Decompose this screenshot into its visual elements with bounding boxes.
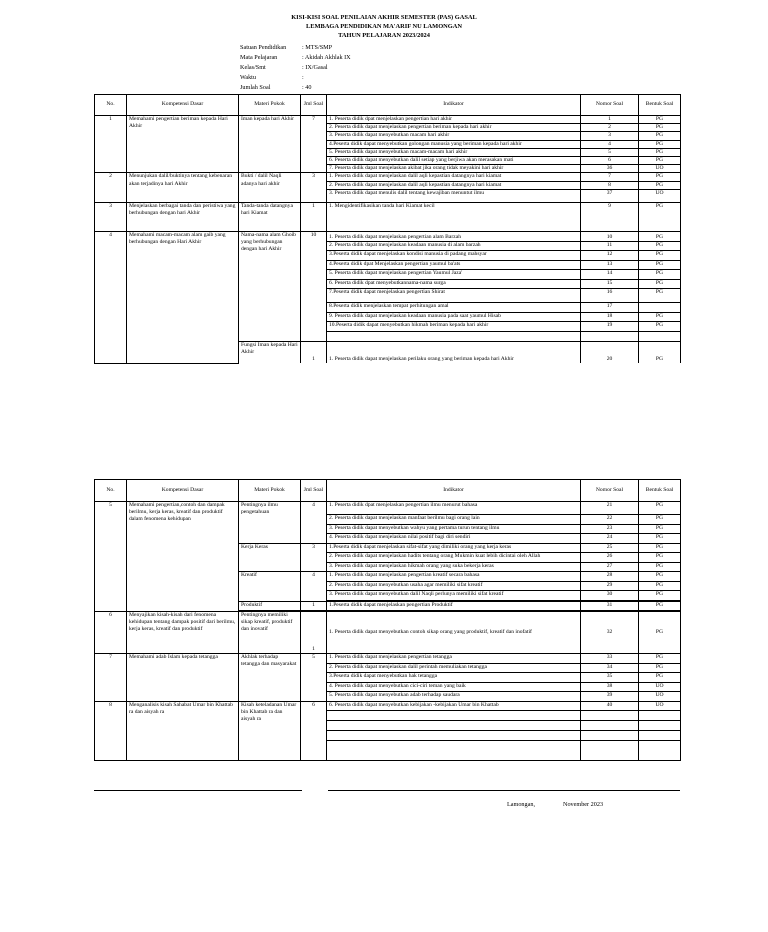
kd-cell: Menunjukan dalil/buktinya tentang kebenaran akan terjadinya hari Akhir	[127, 173, 239, 202]
bentuk-cell: PG	[639, 572, 681, 582]
bentuk-cell: PG	[639, 270, 681, 280]
nomor-cell: 27	[581, 562, 639, 572]
jml-cell: 3	[301, 173, 327, 202]
kisi-table-1	[94, 94, 681, 364]
meta-row: Satuan Pendidikan : MTS/SMP	[240, 44, 333, 51]
indikator-cell: 6. Peserta didik dapat menyebutkan dalil setiap yang berjiwa akan merasakan mati	[327, 157, 581, 165]
indikator-cell: 2. Peserta didik dapat menjelaskan keadaan manusia di alam barzah	[327, 241, 581, 251]
nomor-cell: 25	[581, 543, 639, 553]
bentuk-cell: PG	[639, 663, 681, 673]
no-cell: 3	[95, 202, 127, 231]
indikator-cell: 4. Peserta didik dapat menjelaskan nilai positif bagi diri sendiri	[327, 534, 581, 544]
indikator-cell: 7. Peserta didik dapat menjelaskan akibat jika orang tidak meyakini hari akhir	[327, 165, 581, 173]
nomor-cell: 37	[581, 189, 639, 202]
bentuk-cell: PG	[639, 673, 681, 683]
bentuk-cell: PG	[639, 140, 681, 148]
indikator-cell: 2. Peserta didik dapat menjelaskan dalil aqli kepastian datangnya hari kiamat	[327, 181, 581, 189]
nomor-cell: 14	[581, 270, 639, 280]
indikator-cell: 7.Peserta didik dapat menjelaskan pengertian Shirat	[327, 289, 581, 303]
indikator-cell: 2. Peserta didik dapat menyebutkan usaha agar memiliki sifat kreatif	[327, 581, 581, 591]
indikator-cell: 3. Peserta didik dapat menulis dalil tentang kewajiban menuntut ilmu	[327, 189, 581, 202]
bentuk-cell: PG	[639, 312, 681, 322]
bentuk-cell: PG	[639, 543, 681, 553]
table-row	[95, 701, 681, 711]
no-cell: 7	[95, 654, 127, 702]
table-row	[95, 612, 681, 654]
col-nomor: Nomor Soal	[581, 480, 639, 502]
bentuk-cell: UO	[639, 701, 681, 711]
no-cell: 2	[95, 173, 127, 202]
col-no: No.	[95, 480, 127, 502]
indikator-cell: 3.Peserta didik dapat menyebutkan hak tetangga	[327, 673, 581, 683]
nomor-cell: 20	[581, 341, 639, 363]
nomor-cell: 17	[581, 303, 639, 313]
indikator-cell: 9. Peserta didik dapat menjelaskan keadaan manusia pada saat yaumul Hisab	[327, 312, 581, 322]
jml-cell: 1	[301, 341, 327, 363]
bentuk-cell: PG	[639, 241, 681, 251]
bentuk-cell: PG	[639, 654, 681, 664]
nomor-cell: 21	[581, 502, 639, 515]
jml-cell: 1	[301, 601, 327, 611]
bentuk-cell: PG	[639, 124, 681, 132]
nomor-cell: 22	[581, 515, 639, 525]
col-jml: Jml Soal	[301, 480, 327, 502]
bentuk-cell: PG	[639, 181, 681, 189]
materi-cell: Tanda-tanda datangnya hari Kiamat	[239, 202, 301, 231]
table-row	[95, 654, 681, 664]
bentuk-cell: PG	[639, 322, 681, 332]
indikator-cell: 10.Peserta didik dapat menyebutkan hikmah beriman kepada hari akhir	[327, 322, 581, 332]
nomor-cell: 34	[581, 663, 639, 673]
kd-cell: Memahami pengertian,contoh dan dampak berilmu, kerja keras, kreatif dan produktif dalam fenomena kehidupan	[127, 502, 239, 612]
nomor-cell: 24	[581, 534, 639, 544]
bentuk-cell: PG	[639, 341, 681, 363]
meta-row: Waktu :	[240, 74, 304, 81]
table-header-row	[95, 480, 681, 502]
materi-cell: Iman kepada hari Akhir	[239, 116, 301, 173]
materi-cell: Kreatif	[239, 572, 301, 602]
kd-cell: Memahami macam-macam alam gaib yang berhubungan dengan Hari Akhir	[127, 231, 239, 363]
indikator-cell: 5. Peserta didik dapat menyebutkan adab terhadap saudara	[327, 692, 581, 702]
nomor-cell: 12	[581, 251, 639, 261]
nomor-cell: 19	[581, 322, 639, 332]
nomor-cell: 18	[581, 312, 639, 322]
indikator-cell: 3. Peserta didik dapat menyebutkan dalil Naqli perlunya memiliki sifat kreatif	[327, 591, 581, 601]
nomor-cell: 13	[581, 260, 639, 270]
bentuk-cell: PG	[639, 591, 681, 601]
col-materi: Materi Pokok	[239, 95, 301, 116]
indikator-cell: 1. Peserta didik dapat menjelaskan pengertian alam Barzah	[327, 231, 581, 241]
nomor-cell: 3	[581, 132, 639, 140]
nomor-cell: 33	[581, 654, 639, 664]
bentuk-cell: PG	[639, 534, 681, 544]
footer-place: Lamongan,	[507, 801, 536, 808]
nomor-cell: 10	[581, 231, 639, 241]
bentuk-cell: PG	[639, 202, 681, 231]
col-indikator: Indikator	[327, 480, 581, 502]
bentuk-cell: PG	[639, 515, 681, 525]
bentuk-cell: PG	[639, 173, 681, 181]
indikator-cell: 1. Peserta didik dapat menjelaskan pengertian kreatif secara bahasa	[327, 572, 581, 582]
table-header-row	[95, 95, 681, 116]
bentuk-cell: PG	[639, 524, 681, 534]
nomor-cell: 15	[581, 279, 639, 289]
indikator-cell: 8.Peserta didik menjelaskan tempat perhitungan amal	[327, 303, 581, 313]
materi-cell: Produktif	[239, 601, 301, 611]
indikator-cell: 1.Peserta didik dapat menjelaskan pengertian Produktif	[327, 601, 581, 611]
nomor-cell: 26	[581, 553, 639, 563]
indikator-cell: 1. Peserta didik dapat menyebutkan contoh sikap orang yang produktif, kreatif dan inofatif	[327, 612, 581, 654]
nomor-cell: 8	[581, 181, 639, 189]
table-row	[95, 116, 681, 124]
jml-cell: 6	[301, 701, 327, 761]
bentuk-cell: PG	[639, 279, 681, 289]
col-no: No.	[95, 95, 127, 116]
meta-block	[240, 43, 351, 93]
nomor-cell: 36	[581, 165, 639, 173]
materi-cell: Bukti / dalil Naqli adanya hari akhir	[239, 173, 301, 202]
bentuk-cell: PG	[639, 132, 681, 140]
no-cell: 6	[95, 612, 127, 654]
jml-cell: 10	[301, 231, 327, 341]
bentuk-cell: UO	[639, 165, 681, 173]
materi-cell: Pentingnya memiliki sikap kreatif, produktif dan inovatif	[239, 612, 301, 654]
no-cell: 4	[95, 231, 127, 363]
col-kd: Kompetensi Dasar	[127, 480, 239, 502]
jml-cell: 7	[301, 116, 327, 173]
bentuk-cell: UO	[639, 682, 681, 692]
nomor-cell: 6	[581, 157, 639, 165]
indikator-cell: 2. Peserta didik dapat menjelaskan manfaat berilmu bagi orang lain	[327, 515, 581, 525]
table-row	[95, 502, 681, 515]
indikator-cell: 1. Peserta didik dpat menjelaskan pengertian hari akhir	[327, 116, 581, 124]
table-row	[95, 202, 681, 231]
bentuk-cell: PG	[639, 148, 681, 156]
kisi-table-2	[94, 479, 681, 761]
jml-cell: 1	[301, 202, 327, 231]
nomor-cell: 1	[581, 116, 639, 124]
nomor-cell: 28	[581, 572, 639, 582]
indikator-cell: 2. Peserta didik dapat menjelaskan hadits tentang orang Mukmin kuat lebih dicintai oleh Allah	[327, 553, 581, 563]
materi-cell: Nama-nama alam Ghoib yang berhubungan dengan hari Akhir	[239, 231, 301, 341]
nomor-cell: 39	[581, 692, 639, 702]
doc-year: TAHUN PELAJARAN 2023/2024	[338, 32, 430, 39]
indikator-cell: 1.Peserta didik dapat menjelaskan sifat-sifat yang dimiliki orang yang kerja keras	[327, 543, 581, 553]
nomor-cell: 7	[581, 173, 639, 181]
materi-cell: Pentingnya ilmu pengetahuan	[239, 502, 301, 544]
no-cell: 1	[95, 116, 127, 173]
indikator-cell: 6. Peserta didik dpat menyebutkannama-nama surga	[327, 279, 581, 289]
bentuk-cell: PG	[639, 601, 681, 611]
jml-cell: 4	[301, 502, 327, 544]
bentuk-cell: PG	[639, 553, 681, 563]
col-materi: Materi Pokok	[239, 480, 301, 502]
indikator-cell: 1. Peserta didik dapat menjelaskan perilaku orang yang beriman kepada hari Akhir	[327, 341, 581, 363]
bentuk-cell: PG	[639, 612, 681, 654]
materi-cell: Akhlak terhadap tetangga dan masyarakat	[239, 654, 301, 702]
bentuk-cell: PG	[639, 289, 681, 303]
indikator-cell: 1. Mengidentifikasikan tanda hari Kiamat kecil	[327, 202, 581, 231]
bentuk-cell: PG	[639, 251, 681, 261]
kd-cell: Memahami adab Islam kepada tetangga	[127, 654, 239, 702]
nomor-cell: 9	[581, 202, 639, 231]
nomor-cell: 29	[581, 581, 639, 591]
bentuk-cell: UO	[639, 692, 681, 702]
nomor-cell: 31	[581, 601, 639, 611]
indikator-cell: 5. Peserta didik dapat menjelaskan pengertian Yaumul Jaza'	[327, 270, 581, 280]
bentuk-cell: UO	[639, 189, 681, 202]
bentuk-cell: PG	[639, 502, 681, 515]
jml-cell: 5	[301, 654, 327, 702]
indikator-cell: 1. Peserta didik dpat menjelaskan pengertian ilmu menurut bahasa	[327, 502, 581, 515]
signature-line-left	[94, 790, 302, 791]
bentuk-cell: PG	[639, 581, 681, 591]
indikator-cell: 3. Peserta didik dapat menyebutkan wahyu yang pertama turun tentang ilmu	[327, 524, 581, 534]
jml-cell: 3	[301, 543, 327, 572]
nomor-cell: 11	[581, 241, 639, 251]
kd-cell: Menyajikan kisah-kisah dari fenomena kehidupan tentang dampak positif dari berilmu, kerja keras, kreatif dan produktif	[127, 612, 239, 654]
indikator-cell: 4.Peserta didik dpat Menjelaskan pengertian yaumul ba'ats	[327, 260, 581, 270]
bentuk-cell: PG	[639, 231, 681, 241]
indikator-cell: 5. Peserta didik dapat menyebutkan macam-macam hari akhir	[327, 148, 581, 156]
bentuk-cell	[639, 303, 681, 313]
doc-institution: LEMBAGA PENDIDIKAN MA'ARIF NU LAMONGAN	[306, 23, 462, 30]
nomor-cell: 35	[581, 673, 639, 683]
kd-cell: Menjelaskan berbagai tanda dan peristiwa yang berhubungan dengan hari Akhir	[127, 202, 239, 231]
col-nomor: Nomor Soal	[581, 95, 639, 116]
nomor-cell: 38	[581, 682, 639, 692]
footer-date: November 2023	[563, 801, 604, 808]
nomor-cell: 40	[581, 701, 639, 711]
col-jml: Jml Soal	[301, 95, 327, 116]
indikator-cell: 4.Peserta didik dapat menyebutkan golongan manusia yang beriman kepada hari akhir	[327, 140, 581, 148]
nomor-cell: 4	[581, 140, 639, 148]
bentuk-cell: PG	[639, 116, 681, 124]
nomor-cell: 32	[581, 612, 639, 654]
meta-row: Jumlah Soal : 40	[240, 84, 312, 91]
materi-cell: Kisah keteladanan Umar bin Khattab ra dan aisyah ra	[239, 701, 301, 761]
table-row	[95, 173, 681, 181]
meta-row: Mata Pelajaran : Akidah Akhlak IX	[240, 54, 351, 61]
signature-line-right	[328, 790, 680, 791]
bentuk-cell: PG	[639, 562, 681, 572]
meta-row: Kelas/Smt : IX/Gasal	[240, 64, 328, 71]
nomor-cell: 5	[581, 148, 639, 156]
col-bentuk: Bentuk Soal	[639, 95, 681, 116]
no-cell: 8	[95, 701, 127, 761]
col-indikator: Indikator	[327, 95, 581, 116]
indikator-cell: 3. Peserta didik dapat menyebutkan macam hari akhir	[327, 132, 581, 140]
col-bentuk: Bentuk Soal	[639, 480, 681, 502]
indikator-cell: 3.Peserta didik dapat menjelaskan kondisi manusia di padang mahsyar	[327, 251, 581, 261]
kd-cell: Menganalisis kisah Sahabat Umar bin Khattab ra dan aisyah ra	[127, 701, 239, 761]
indikator-cell: 1. Peserta didik dapat menjelaskan pengertian tetangga	[327, 654, 581, 664]
indikator-cell: 6. Peserta didik dapat menyebutkan kebijakan -kebijakan Umar bin Khattab	[327, 701, 581, 711]
table-row	[95, 231, 681, 241]
jml-cell: 4	[301, 572, 327, 602]
indikator-cell: 1. Peserta didik dapat menjelaskan dalil aqli kepastian datangnya hari kiamat	[327, 173, 581, 181]
col-kd: Kompetensi Dasar	[127, 95, 239, 116]
bentuk-cell: PG	[639, 260, 681, 270]
materi-cell: Kerja Keras	[239, 543, 301, 572]
bentuk-cell: PG	[639, 157, 681, 165]
doc-title: KISI-KISI SOAL PENILAIAN AKHIR SEMESTER (PAS) GASAL	[291, 14, 477, 21]
indikator-cell: 2. Peserta didik dapat menjelaskan dalil perintah memuliakan tetangga	[327, 663, 581, 673]
kd-cell: Memahami pengertian beriman kepada Hari Akhir	[127, 116, 239, 173]
jml-cell: 1	[301, 612, 327, 654]
nomor-cell: 2	[581, 124, 639, 132]
no-cell: 5	[95, 502, 127, 612]
indikator-cell: 2. Peserta didik dapat menjelaskan pengertian beriman kepada hari akhir	[327, 124, 581, 132]
nomor-cell: 23	[581, 524, 639, 534]
nomor-cell: 30	[581, 591, 639, 601]
indikator-cell: 3. Peserta didik dapat menjelaskan hikmah orang yang suka bekerja keras	[327, 562, 581, 572]
nomor-cell: 16	[581, 289, 639, 303]
materi-cell: Fungsi Iman kepada Hari Akhir	[239, 341, 301, 363]
indikator-cell: 4. Peserta didik dapat menyebutkan cici-ciri teman yang baik	[327, 682, 581, 692]
